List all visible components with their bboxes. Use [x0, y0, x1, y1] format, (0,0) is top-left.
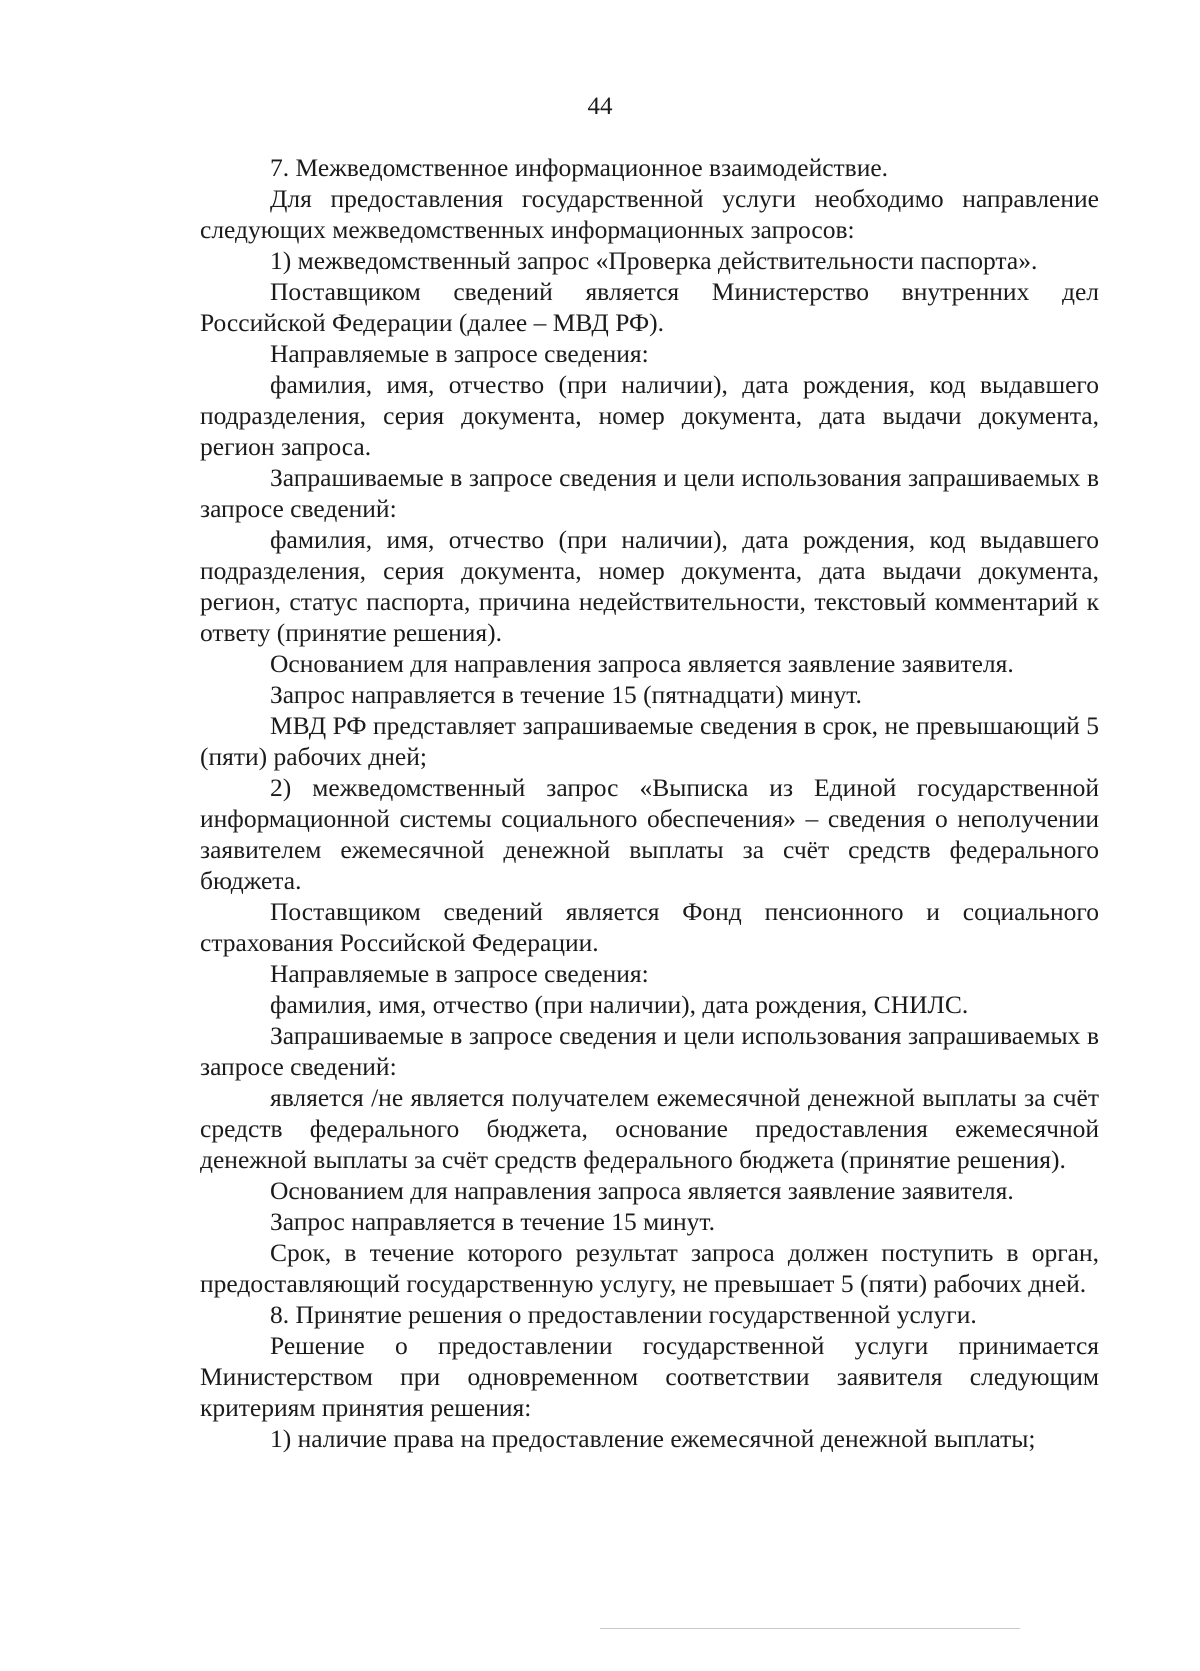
page-number: 44	[587, 93, 613, 120]
paragraph: Срок, в течение которого результат запроса должен поступить в орган, предоставляющий государственную услугу, не превышает 5 (пяти) рабочих дней.	[200, 1238, 1099, 1298]
document-body	[200, 152, 1099, 1454]
section-heading: 7. Межведомственное информационное взаимодействие.	[270, 153, 889, 182]
paragraph: фамилия, имя, отчество (при наличии), дата рождения, код выдавшего подразделения, серия документа, номер документа, дата выдачи документа, регион, статус паспорта, причина недействительности, текстовый комментарий к ответу (принятие решения).	[200, 525, 1099, 647]
list-item: 1) наличие права на предоставление ежемесячной денежной выплаты;	[270, 1424, 1036, 1453]
paragraph: Основанием для направления запроса является заявление заявителя.	[270, 1176, 1014, 1205]
paragraph: Запрашиваемые в запросе сведения и цели использования запрашиваемых в запросе сведений:	[200, 463, 1099, 523]
paragraph: фамилия, имя, отчество (при наличии), дата рождения, код выдавшего подразделения, серия документа, номер документа, дата выдачи документа, регион запроса.	[200, 370, 1099, 461]
list-item: 1) межведомственный запрос «Проверка действительности паспорта».	[270, 246, 1038, 275]
paragraph: Направляемые в запросе сведения:	[270, 339, 649, 368]
paragraph: Решение о предоставлении государственной услуги принимается Министерством при одновременном соответствии заявителя следующим критериям принятия решения:	[200, 1331, 1099, 1422]
list-item: 2) межведомственный запрос «Выписка из Единой государственной информационной системы социального обеспечения» – сведения о неполучении заявителем ежемесячной денежной выплаты за счёт средств федерального бюджета.	[200, 773, 1099, 895]
paragraph: Запрос направляется в течение 15 минут.	[270, 1207, 715, 1236]
section-heading: 8. Принятие решения о предоставлении государственной услуги.	[270, 1300, 977, 1329]
paragraph: фамилия, имя, отчество (при наличии), дата рождения, СНИЛС.	[270, 990, 969, 1019]
paragraph: является /не является получателем ежемесячной денежной выплаты за счёт средств федерального бюджета, основание предоставления ежемесячной денежной выплаты за счёт средств федерального бюджета (принятие решения).	[200, 1083, 1099, 1174]
paragraph: МВД РФ представляет запрашиваемые сведения в срок, не превышающий 5 (пяти) рабочих дней;	[200, 711, 1099, 771]
paragraph: Для предоставления государственной услуги необходимо направление следующих межведомственных информационных запросов:	[200, 184, 1099, 244]
paragraph: Поставщиком сведений является Фонд пенсионного и социального страхования Российской Федерации.	[200, 897, 1099, 957]
paragraph: Поставщиком сведений является Министерство внутренних дел Российской Федерации (далее – МВД РФ).	[200, 277, 1099, 337]
paragraph: Запрос направляется в течение 15 (пятнадцати) минут.	[270, 680, 862, 709]
footer-divider	[600, 1628, 1020, 1629]
paragraph: Запрашиваемые в запросе сведения и цели использования запрашиваемых в запросе сведений:	[200, 1021, 1099, 1081]
paragraph: Направляемые в запросе сведения:	[270, 959, 649, 988]
paragraph: Основанием для направления запроса является заявление заявителя.	[270, 649, 1014, 678]
